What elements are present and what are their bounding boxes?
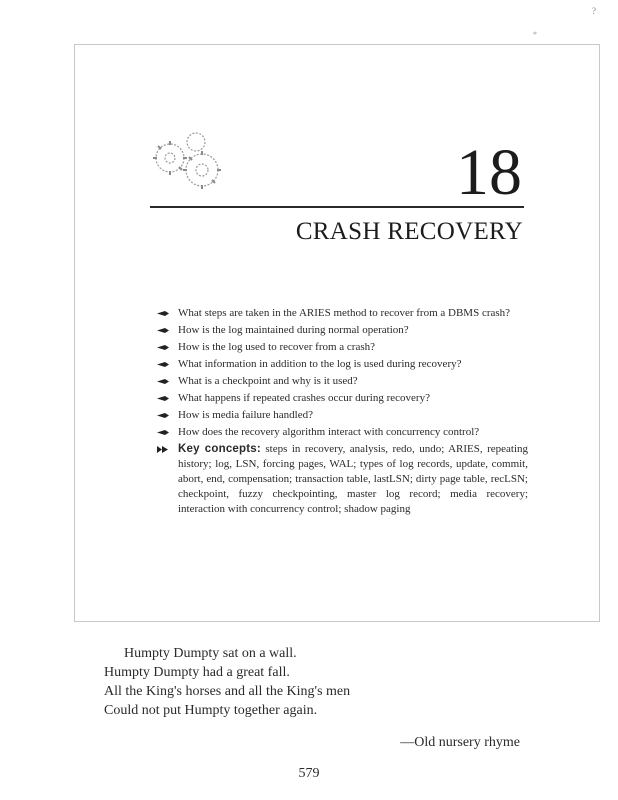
chapter-title: CRASH RECOVERY <box>295 218 523 245</box>
epigraph <box>104 644 350 720</box>
pointing-hand-icon <box>156 360 170 369</box>
question-item <box>156 323 528 338</box>
pointing-hand-icon <box>156 326 170 335</box>
pointing-hand-icon <box>156 343 170 352</box>
question-item <box>156 408 528 423</box>
question-text: What steps are taken in the ARIES method to recover from a DBMS crash? <box>178 307 511 319</box>
epigraph-line: All the King's horses and all the King's men <box>104 684 351 699</box>
question-item <box>156 391 528 406</box>
question-text: How is media failure handled? <box>178 409 314 421</box>
key-concepts-label: Key concepts: <box>178 443 261 455</box>
question-text: What is a checkpoint and why is it used? <box>178 375 358 387</box>
epigraph-attribution: —Old nursery rhyme <box>400 735 520 750</box>
question-item <box>156 374 528 389</box>
gears-icon <box>144 128 230 194</box>
pointing-hand-icon <box>156 428 170 437</box>
question-text: What happens if repeated crashes occur during recovery? <box>178 392 430 404</box>
corner-mark: ? <box>592 6 596 16</box>
pointing-hand-icon <box>156 377 170 386</box>
question-text: How does the recovery algorithm interact with concurrency control? <box>178 426 480 438</box>
question-text: What information in addition to the log is used during recovery? <box>178 358 462 370</box>
pointing-hand-icon <box>156 309 170 318</box>
epigraph-line: Humpty Dumpty had a great fall. <box>104 665 290 680</box>
double-arrow-icon <box>156 445 170 454</box>
pointing-hand-icon <box>156 394 170 403</box>
chapter-questions <box>156 306 528 519</box>
question-text: How is the log used to recover from a crash? <box>178 341 376 353</box>
question-item <box>156 340 528 355</box>
chapter-number: 18 <box>456 136 522 209</box>
page-number: 579 <box>298 766 320 781</box>
title-rule <box>150 206 524 208</box>
pointing-hand-icon <box>156 411 170 420</box>
epigraph-line: Humpty Dumpty sat on a wall. <box>124 646 297 661</box>
scan-speck: * <box>533 30 537 39</box>
key-concepts-item <box>156 442 528 517</box>
question-text: How is the log maintained during normal operation? <box>178 324 409 336</box>
epigraph-line: Could not put Humpty together again. <box>104 703 318 718</box>
question-item <box>156 306 528 321</box>
question-item <box>156 425 528 440</box>
question-item <box>156 357 528 372</box>
key-concepts-text: steps in recovery, analysis, redo, undo; ARIES, repeating history; log, LSN, forcing pages, WAL; types of log records, update, commit, abort, end, compensation; transaction table, lastLSN; dirty page table, recLSN; checkpoint, fuzzy checkpointing, master log record; media recovery; interaction with concurrency control; shadow paging <box>178 443 528 515</box>
